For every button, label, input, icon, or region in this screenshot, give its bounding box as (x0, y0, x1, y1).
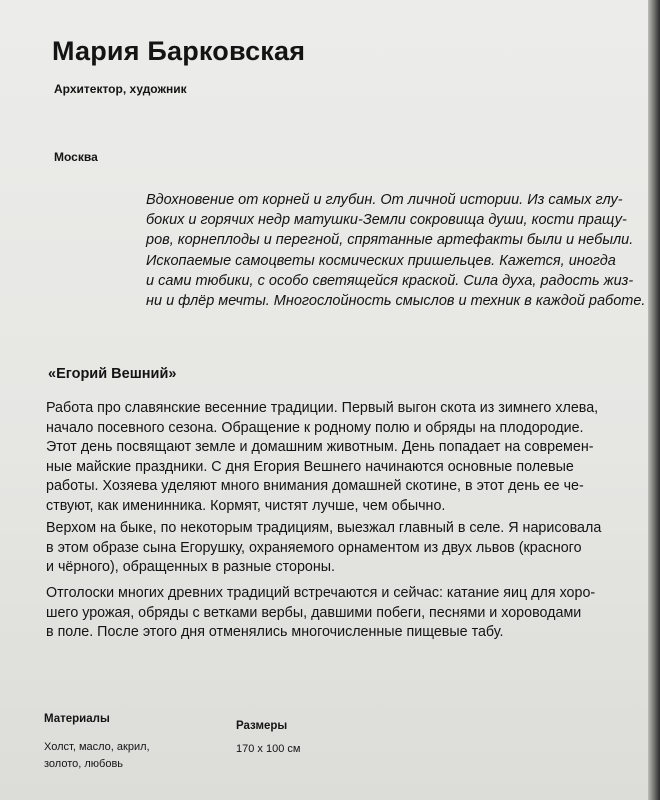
description-line: работы. Хозяева уделяют много внимания домашней скотине, в этот день ее че- (46, 478, 584, 495)
wall-shadow (648, 0, 660, 800)
description-paragraph (46, 399, 636, 517)
description-line: ствуют, как именинника. Кормят, чистят лучше, чем обычно. (46, 497, 446, 514)
materials-line: золото, любовь (44, 758, 124, 770)
statement-line: ни и флёр мечты. Многослойность смыслов и техник в каждой работе. (146, 293, 646, 310)
description-paragraph (46, 584, 636, 643)
description-line: Этот день посвящают земле и домашним животным. День попадает на современ- (46, 439, 594, 456)
description-line: начало посевного сезона. Обращение к родному полю и обряды на плодородие. (46, 419, 584, 436)
description-line: ные майские праздники. С дня Егория Вешнего начинаются основные полевые (46, 458, 574, 475)
description-line: шего урожая, обряды с ветками вербы, давшими побеги, песнями и хороводами (46, 604, 582, 621)
description-line: в этом образе сына Егорушку, охраняемого орнаментом из двух львов (красного (46, 539, 582, 556)
artist-statement (146, 190, 646, 311)
description-line: Отголоски многих древних традиций встречаются и сейчас: катание яиц для хоро- (46, 585, 596, 601)
statement-line: боких и горячих недр матушки-Земли сокровища души, кости пращу- (146, 212, 627, 229)
description-line: в поле. После этого дня отменялись многочисленные пищевые табу. (46, 624, 504, 641)
materials-label: Материалы (44, 713, 110, 725)
description-line: Работа про славянские весенние традиции. Первый выгон скота из зимнего хлева, (46, 400, 599, 416)
statement-line: Вдохновение от корней и глубин. От личной истории. Из самых глу- (146, 192, 623, 208)
size-label: Размеры (236, 720, 288, 732)
artist-role: Архитектор, художник (54, 82, 187, 96)
materials-line: Холст, масло, акрил, (44, 741, 150, 753)
materials-value (44, 739, 150, 773)
size-value: 170 х 100 см (236, 743, 301, 755)
artist-name: Мария Барковская (52, 36, 306, 66)
artist-city: Москва (54, 150, 98, 164)
statement-line: и сами тюбики, с особо светящейся краской. Сила духа, радость жиз- (146, 272, 634, 289)
description-paragraph (46, 519, 636, 578)
statement-line: Ископаемые самоцветы космических пришельцев. Кажется, иногда (146, 252, 616, 269)
description-line: и чёрного), обращенных в разные стороны. (46, 559, 335, 576)
statement-line: ров, корнеплоды и перегной, спрятанные артефакты были и небыли. (146, 232, 634, 249)
work-title: «Егорий Вешний» (48, 366, 177, 382)
description-line: Верхом на быке, по некоторым традициям, выезжал главный в селе. Я нарисовала (46, 520, 602, 536)
